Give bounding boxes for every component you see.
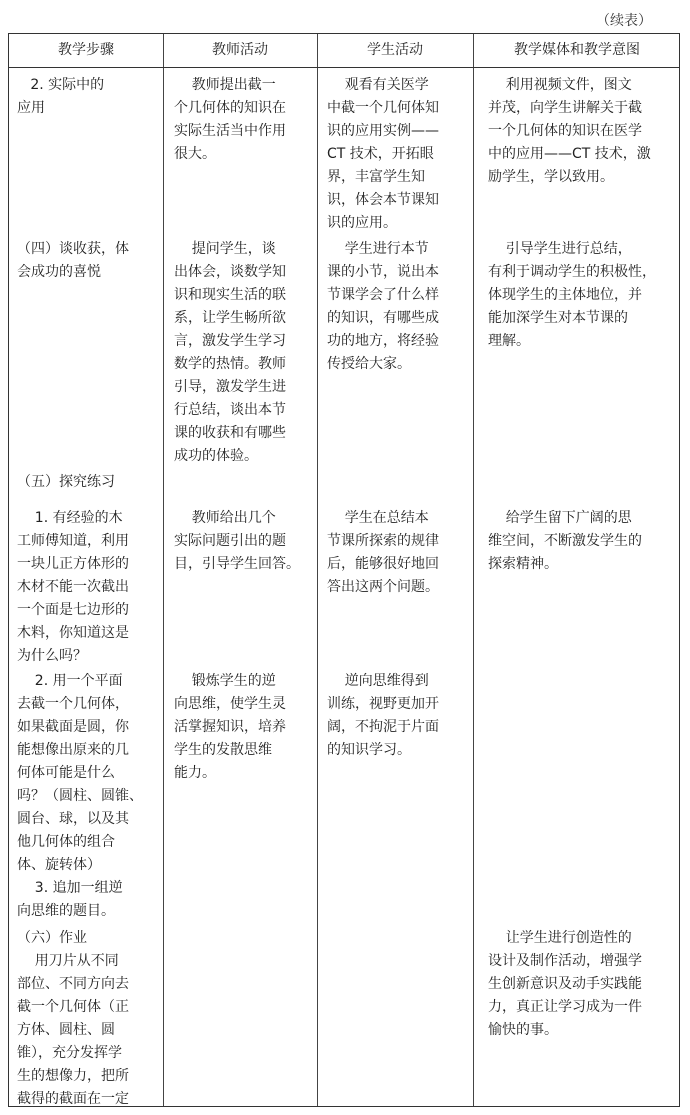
table-cell-student: 逆向思维得到 训练，视野更加开 阔，不拘泥于片面 的知识学习。 — [327, 673, 439, 758]
table-cell-media: 引导学生进行总结， 有利于调动学生的积极性， 体现学生的主体地位，并 能加深学生对本节课的 理解。 — [488, 241, 656, 349]
table-cell-step: 2. 实际中的 应用 — [17, 77, 105, 116]
table-cell-student: 学生进行本节 课的小节，说出本 节课学会了什么样 的知识，有哪些成 功的地方，将经验 传授给大家。 — [327, 241, 439, 372]
table-cell-teacher: 教师提出截一 个几何体的知识在 实际生活当中作用 很大。 — [174, 77, 286, 162]
table-cell-step: 2. 用一个平面 去截一个几何体， 如果截面是圆，你 能想像出原来的几 何体可能是什么 吗？（圆柱、圆锥、 圆台、球，以及其 他几何体的组合 体、旋转体） 3. 追加一组逆 向思维的题目。 — [17, 673, 143, 919]
table-cell-media: 让学生进行创造性的 设计及制作活动，增强学 生创新意识及动手实践能 力，真正让学习成为一件 愉快的事。 — [488, 930, 642, 1038]
table-cell-step: 1. 有经验的木 工师傅知道，利用 一块儿正方体形的 木材不能一次截出 一个面是七边形的 木料，你知道这是 为什么吗？ — [17, 510, 129, 664]
table-cell-teacher: 提问学生，谈 出体会，谈数学知 识和现实生活的联 系，让学生畅所欲 言，激发学生学习 数学的热情。教师 引导，激发学生进 行总结，谈出本节 课的收获和有哪些 成功的体验。 — [174, 241, 286, 464]
table-cell-step: （四）谈收获，体 会成功的喜悦 — [17, 241, 129, 280]
table-cell-step: （六）作业 用刀片从不同 部位、不同方向去 截一个几何体（正 方体、圆柱、圆 锥），充分发挥学 生的想像力，把所 截得的截面在一定 — [17, 930, 129, 1107]
table-cell-teacher: 教师给出几个 实际问题引出的题 目，引导学生回答。 — [174, 510, 300, 572]
continued-label: （续表） — [596, 13, 652, 29]
table-cell-step: （五）探究练习 — [17, 474, 115, 490]
table-cell-media: 给学生留下广阔的思 维空间，不断激发学生的 探索精神。 — [488, 510, 642, 572]
table-header — [9, 34, 679, 68]
header-teacher-activity: 教师活动 — [212, 42, 268, 58]
header-steps: 教学步骤 — [58, 42, 114, 58]
table-cell-student: 观看有关医学 中截一个几何体知 识的应用实例—— CT 技术，开拓眼 界，丰富学生知 识，体会本节课知 识的应用。 — [327, 77, 439, 231]
lesson-plan-table — [8, 33, 680, 1107]
table-cell-media: 利用视频文件，图文 并茂，向学生讲解关于截 一个几何体的知识在医学 中的应用——CT 技术，激 励学生，学以致用。 — [488, 77, 651, 185]
table-cell-teacher: 锻炼学生的逆 向思维，使学生灵 活掌握知识，培养 学生的发散思维 能力。 — [174, 673, 286, 781]
table-cell-student: 学生在总结本 节课所探索的规律 后，能够很好地回 答出这两个问题。 — [327, 510, 439, 595]
column-divider — [163, 34, 164, 1106]
column-divider — [473, 34, 474, 1106]
header-student-activity: 学生活动 — [367, 42, 423, 58]
header-media-intent: 教学媒体和教学意图 — [514, 42, 640, 58]
column-divider — [317, 34, 318, 1106]
